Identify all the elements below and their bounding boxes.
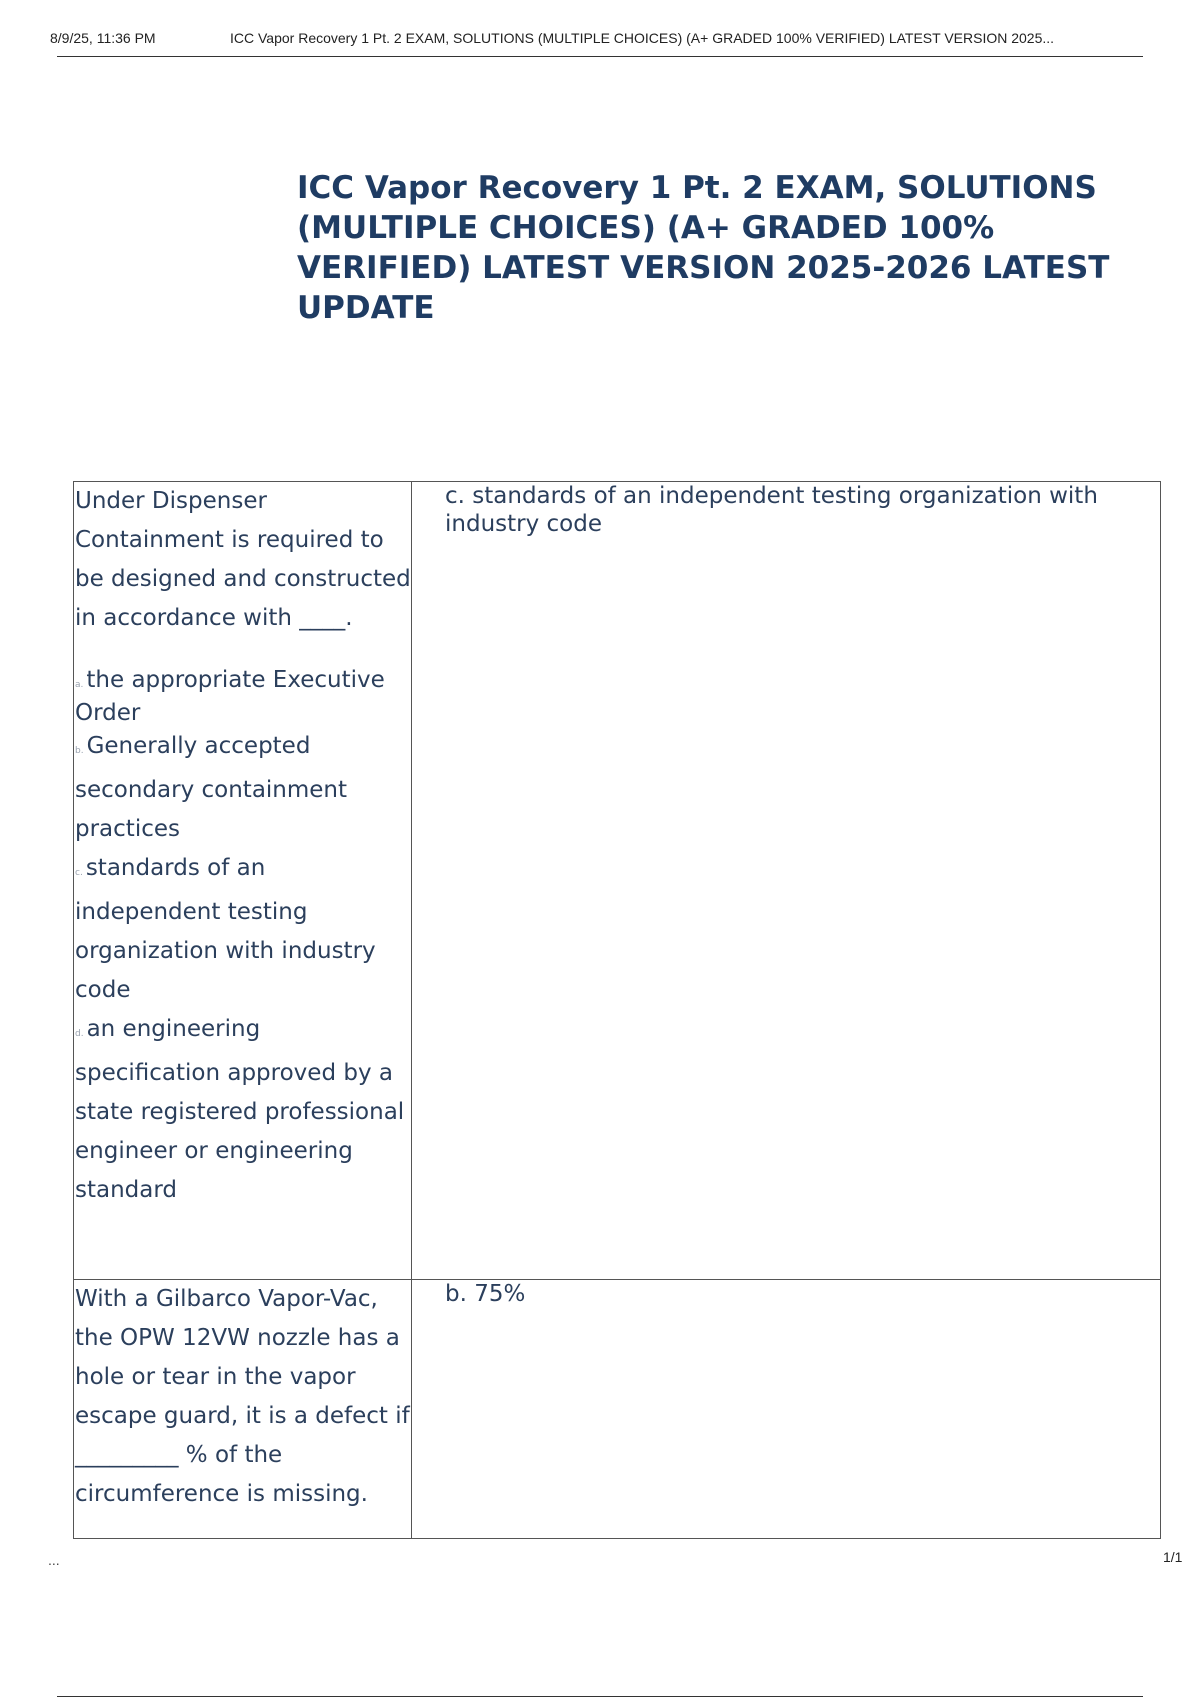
question-text: With a Gilbarco Vapor-Vac, the OPW 12VW nozzle has a hole or tear in the vapor escape guard, it is a defect if _________ % of the circumference is missing. <box>75 1286 410 1507</box>
page-number: 1/1 <box>1163 1549 1183 1565</box>
answer-cell <box>412 482 1161 1280</box>
print-header-title: ICC Vapor Recovery 1 Pt. 2 EXAM, SOLUTIONS (MULTIPLE CHOICES) (A+ GRADED 100% VERIFIED) LATEST VERSION 2025... <box>230 30 1055 46</box>
option-text: Generally accepted secondary containment practices <box>75 733 348 842</box>
document-title: ICC Vapor Recovery 1 Pt. 2 EXAM, SOLUTIONS (MULTIPLE CHOICES) (A+ GRADED 100% VERIFIED) LATEST VERSION 2025-2026 LATEST UPDATE <box>297 170 1110 326</box>
answer-text: c. standards of an independent testing organization with industry code <box>445 483 1098 537</box>
footer-divider <box>57 1696 1143 1697</box>
option-item <box>75 849 411 1010</box>
question-cell <box>74 1280 412 1539</box>
header-divider <box>57 56 1143 57</box>
option-item <box>75 1010 411 1210</box>
answer-text: b. 75% <box>445 1281 526 1307</box>
question-answer-table <box>73 481 1161 1539</box>
option-text: the appropriate Executive Order <box>75 667 385 726</box>
answer-cell <box>412 1280 1161 1539</box>
table-row <box>74 482 1161 1280</box>
option-item <box>75 727 411 849</box>
question-text: Under Dispenser Containment is required to be designed and constructed in accordance with ____. <box>75 488 411 631</box>
option-text: an engineering specification approved by a state registered professional engineer or engineering standard <box>75 1016 405 1203</box>
question-cell <box>74 482 412 1280</box>
option-item <box>75 666 411 727</box>
option-letter: d. <box>75 1029 84 1039</box>
footer-ellipsis: ... <box>48 1552 60 1568</box>
option-letter: c. <box>75 868 83 878</box>
option-text: standards of an independent testing organization with industry code <box>75 855 376 1003</box>
table-row <box>74 1280 1161 1539</box>
option-letter: b. <box>75 746 84 756</box>
print-date: 8/9/25, 11:36 PM <box>50 30 156 46</box>
option-letter: a. <box>75 680 84 690</box>
